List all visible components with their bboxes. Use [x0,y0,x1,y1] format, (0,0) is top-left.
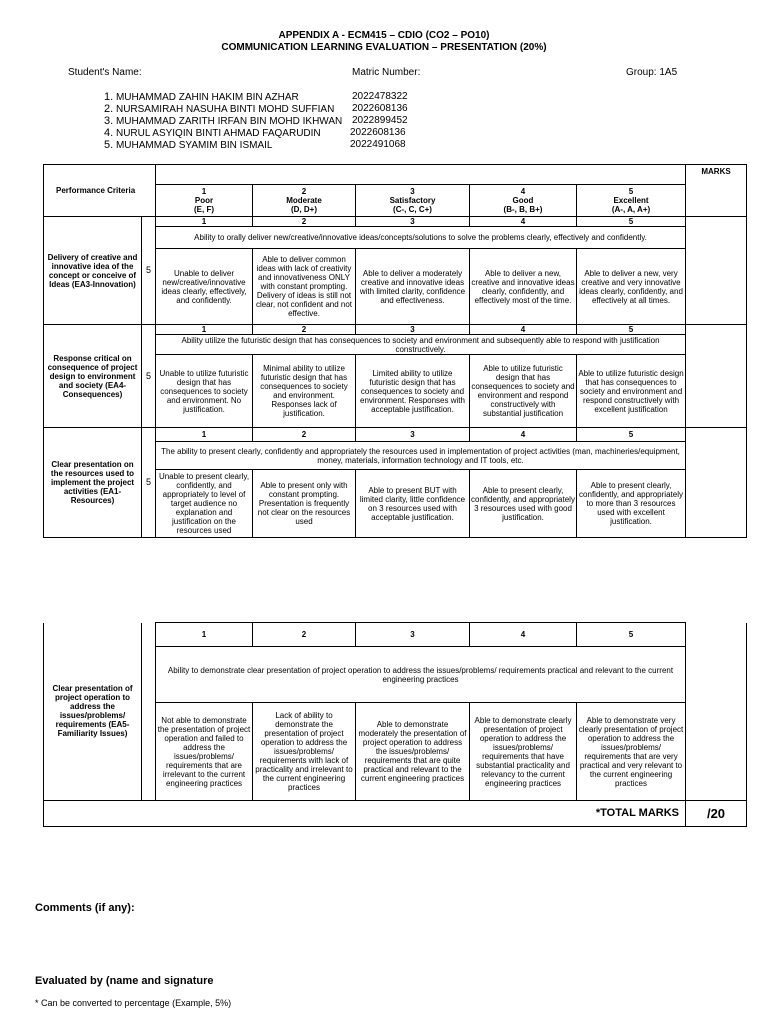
marks-cell[interactable] [686,623,747,801]
criteria-weight: 5 [142,217,156,325]
criteria-label: Clear presentation on the resources used to implement the project activities (EA1-Resources) [44,428,142,538]
descriptor-cell: Able to demonstrate clearly presentation of project operation to address the issues/problems/ requirements that have substantial practicality and relevancy to the current engineering practices [470,703,577,801]
descriptor-cell: Able to deliver a new, creative and innovative ideas clearly, confidently, and effectively most of the time. [470,249,577,325]
descriptor-cell: Unable to deliver new/creative/innovative ideas clearly, effectively, and confidently. [156,249,253,325]
student-name: MUHAMMAD ZARITH IRFAN BIN MOHD IKHWAN [115,116,343,127]
rubric-table [43,164,747,538]
scale-cell: 5 [577,428,686,442]
criteria-description: Ability to demonstrate clear presentation of project operation to address the issues/problems/ requirements practical and relevant to the current engineering practices [156,647,686,703]
evaluated-by-label: Evaluated by (name and signature [35,975,214,987]
scale-cell: 2 [253,217,356,227]
scale-cell: 4 [470,623,577,647]
descriptor-cell: Able to present clearly, confidently, and appropriately 3 resources used with good justification. [470,470,577,538]
marks-cell[interactable] [686,325,747,428]
descriptor-cell: Minimal ability to utilize futuristic design that has consequences to society and environment. Responses lack of justification. [253,355,356,428]
student-3: 3. MUHAMMAD ZARITH IRFAN BIN MOHD IKHWAN [104,115,343,127]
marks-cell[interactable] [686,428,747,538]
student-name: MUHAMMAD ZAHIN HAKIM BIN AZHAR [115,92,299,103]
scale-cell: 4 [470,217,577,227]
total-marks-value: /20 [686,801,747,827]
descriptor-cell: Able to deliver a new, very creative and very innovative ideas clearly, confidently, and effectively at all times. [577,249,686,325]
scale-cell: 3 [356,325,470,335]
rubric-table-continued [43,622,747,827]
descriptor-cell: Able to utilize futuristic design that has consequences to society and environment and respond constructively with excellent justification [577,355,686,428]
criteria-description: Ability utilize the futuristic design that has consequences to society and environment and subsequently able to respond with justification constructively. [156,335,686,355]
group-label: Group: 1A5 [626,67,678,78]
descriptor-cell: Limited ability to utilize futuristic design that has consequences to society and environment. Responses with acceptable justification. [356,355,470,428]
student-name: MUHAMMAD SYAMIM BIN ISMAIL [115,140,273,151]
scale-cell: 5 [577,325,686,335]
marks-cell[interactable] [686,217,747,325]
scale-cell: 3 [356,623,470,647]
student-name-label: Student's Name: [68,67,142,78]
descriptor-cell: Lack of ability to demonstrate the presentation of project operation to address the issues/problems/ requirements with lack of practicality and irrelevant to the current engineering practices [253,703,356,801]
student-name: NURUL ASYIQIN BINTI AHMAD FAQARUDIN [115,128,321,139]
descriptor-cell: Not able to demonstrate the presentation of project operation and failed to address the issues/problems/ requirements that are irrelevant to the current engineering practices [156,703,253,801]
scale-cell: 4 [470,428,577,442]
student-2: 2. NURSAMIRAH NASUHA BINTI MOHD SUFFIAN [104,103,335,115]
marks-header: MARKS [686,165,747,217]
descriptor-cell: Unable to utilize futuristic design that has consequences to society and environment. No justification. [156,355,253,428]
scale-cell: 1 [156,325,253,335]
criteria-description: Ability to orally deliver new/creative/innovative ideas/concepts/solutions to solve the problems clearly, effectively and confidently. [156,227,686,249]
descriptor-cell: Able to present BUT with limited clarity, little confidence on 3 resources used with acceptable justification. [356,470,470,538]
total-marks-label: *TOTAL MARKS [44,801,686,827]
criteria-weight: 5 [142,325,156,428]
student-name: NURSAMIRAH NASUHA BINTI MOHD SUFFIAN [115,104,335,115]
student-matric: 2022608136 [352,103,408,114]
criteria-description: The ability to present clearly, confidently and appropriately the resources used in implementation of project activities (man, machineries/equipment, money, materials, information technology and IT tools, etc. [156,442,686,470]
descriptor-cell: Able to deliver common ideas with lack of creativity and innovativeness ONLY with constant prompting. Delivery of ideas is still not clear, not confident and not effective. [253,249,356,325]
student-matric: 2022491068 [350,139,406,150]
criteria-label: Response critical on consequence of project design to environment and society (EA4-Consequences) [44,325,142,428]
level-5: 5 Excellent (A-, A, A+) [577,185,686,217]
descriptor-cell: Able to present clearly, confidently, and appropriately to more than 3 resources used with excellent justification. [577,470,686,538]
scale-cell: 4 [470,325,577,335]
student-1: 1. MUHAMMAD ZAHIN HAKIM BIN AZHAR [104,91,299,103]
descriptor-cell: Able to utilize futuristic design that has consequences to society and environment and respond constructively with substantial justification [470,355,577,428]
criteria-label: Clear presentation of project operation to address the issues/problems/ requirements (EA5- Familiarity Issues) [44,623,142,801]
descriptor-cell: Able to deliver a moderately creative and innovative ideas with limited clarity, confidence and effectiveness. [356,249,470,325]
scale-cell: 2 [253,428,356,442]
student-matric: 2022478322 [352,91,408,102]
student-5: 5. MUHAMMAD SYAMIM BIN ISMAIL [104,139,273,151]
scale-cell: 5 [577,623,686,647]
student-matric: 2022899452 [352,115,408,126]
descriptor-cell: Able to demonstrate very clearly presentation of project operation to address the issues/problems/ requirements that are very practical and very relevant to the current engineering practices [577,703,686,801]
descriptor-cell: Able to demonstrate moderately the presentation of project operation to address the issues/problems/ requirements that are quite practical and relevant to the current engineering practices [356,703,470,801]
scale-cell: 3 [356,217,470,227]
scale-cell: 1 [156,217,253,227]
scale-cell: 5 [577,217,686,227]
scale-cell: 2 [253,325,356,335]
criteria-weight: 5 [142,428,156,538]
scale-cell: 2 [253,623,356,647]
descriptor-cell: Unable to present clearly, confidently, and appropriately to level of target audience no explanation and justification on the resources used [156,470,253,538]
student-4: 4. NURUL ASYIQIN BINTI AHMAD FAQARUDIN [104,127,321,139]
level-2: 2 Moderate (D, D+) [253,185,356,217]
comments-label: Comments (if any): [35,902,135,914]
level-4: 4 Good (B-, B, B+) [470,185,577,217]
scale-cell: 1 [156,428,253,442]
document-title: APPENDIX A - ECM415 – CDIO (CO2 – PO10) [278,30,490,41]
level-1: 1 Poor (E, F) [156,185,253,217]
footnote: * Can be converted to percentage (Example, 5%) [35,998,232,1008]
scale-cell: 1 [156,623,253,647]
criteria-label: Delivery of creative and innovative idea of the concept or conceive of Ideas (EA3-Innovation) [44,217,142,325]
scale-cell: 3 [356,428,470,442]
criteria-weight [142,623,156,801]
header-spacer [156,165,686,185]
level-3: 3 Satisfactory (C-, C, C+) [356,185,470,217]
descriptor-cell: Able to present only with constant prompting. Presentation is frequently not clear on the resources used [253,470,356,538]
document-subtitle: COMMUNICATION LEARNING EVALUATION – PRESENTATION (20%) [221,42,547,53]
matric-number-label: Matric Number: [352,67,421,78]
student-matric: 2022608136 [350,127,406,138]
performance-criteria-header: Performance Criteria [44,165,156,217]
